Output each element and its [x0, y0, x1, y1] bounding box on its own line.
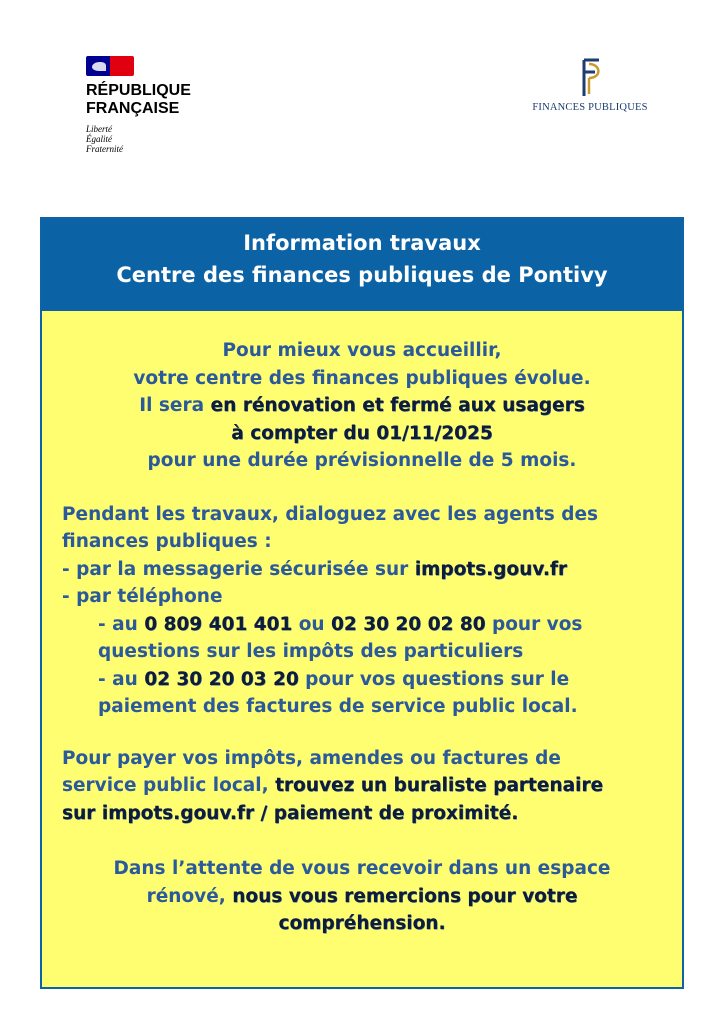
notice-title: Information travaux: [243, 231, 481, 255]
republic-motto: [86, 124, 226, 154]
motto-egalite: Égalité: [86, 134, 112, 144]
republique-francaise-logo: [86, 56, 226, 154]
payment-paragraph: Pour payer vos impôts, amendes ou factures de service public local, trouvez un buraliste partenaire sur impots.gouv.fr / paiement de proximité.: [42, 745, 682, 828]
finances-publiques-name: FINANCES PUBLIQUES: [532, 102, 648, 113]
notice-subtitle: Centre des finances publiques de Pontivy: [116, 263, 608, 287]
closure-highlight: en rénovation et fermé aux usagers: [210, 395, 585, 416]
republic-name-line2: FRANÇAISE: [86, 100, 180, 117]
tobacconist-highlight: trouvez un buraliste partenaire: [275, 775, 603, 796]
phone-number-alternate: 02 30 20 02 80: [331, 613, 486, 635]
intro-paragraph: Pour mieux vous accueillir, votre centre des finances publiques évolue. Il sera en rénovation et fermé aux usagers à compter du 01/11/2025 pour une durée prévisionnelle de 5 mois.: [42, 337, 682, 475]
impots-website-link[interactable]: impots.gouv.fr: [414, 558, 568, 580]
motto-fraternite: Fraternité: [86, 144, 123, 154]
motto-liberte: Liberté: [86, 124, 112, 134]
thanks-highlight: nous vous remercions pour votre: [232, 885, 578, 907]
closure-date: à compter du 01/11/2025: [231, 422, 493, 444]
notice-header: [42, 219, 682, 311]
contact-paragraph: Pendant les travaux, dialoguez avec les agents des finances publiques : - par la messagerie sécurisée sur impots.gouv.fr - par téléphone - au 0 809 401 401 ou 02 30 20 02 80 pour vos questions sur les impôts des particuliers - au 02 30 20 03 20 pour vos questions sur le paiement des factures de service public local.: [62, 503, 599, 717]
finances-publiques-monogram-icon: [575, 56, 605, 100]
marianne-flag-icon: [86, 56, 134, 76]
republic-name-line1: RÉPUBLIQUE: [86, 82, 191, 99]
proximity-payment-highlight: sur impots.gouv.fr / paiement de proximité.: [62, 802, 519, 824]
phone-number-primary: 0 809 401 401: [144, 613, 293, 635]
phone-number-local-services: 02 30 20 03 20: [144, 668, 299, 690]
works-notice: [40, 217, 684, 989]
closing-paragraph: Dans l’attente de vous recevoir dans un espace rénové, nous vous remercions pour votre compréhension.: [42, 855, 682, 938]
comprehension-highlight: compréhension.: [278, 913, 446, 934]
finances-publiques-logo: [520, 56, 660, 113]
